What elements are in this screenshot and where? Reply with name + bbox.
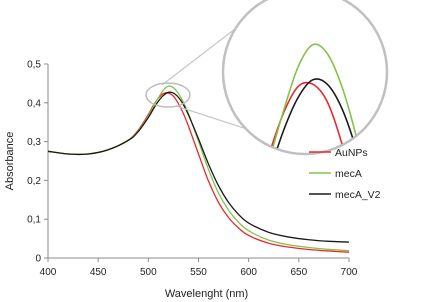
legend-label: AuNPs: [335, 147, 368, 159]
y-tick-label: 0,2: [27, 175, 41, 187]
x-tick-label: 700: [340, 267, 358, 278]
x-axis-label: Wavelenght (nm): [164, 288, 249, 300]
y-tick-label: 0,5: [27, 59, 41, 71]
legend: [309, 147, 381, 201]
y-tick-label: 0: [35, 253, 41, 265]
legend-label: mecA: [335, 168, 362, 180]
y-tick-label: 0,1: [27, 214, 41, 226]
inset-circle: [223, 0, 387, 154]
x-tick-label: 450: [89, 267, 107, 278]
y-tick-label: 0,3: [27, 137, 41, 149]
y-axis-label: Absorbance: [4, 131, 16, 191]
x-tick-label: 600: [240, 267, 258, 278]
x-tick-label: 400: [39, 267, 57, 278]
y-tick-label: 0,4: [27, 98, 41, 110]
x-tick-label: 550: [190, 267, 207, 278]
x-tick-label: 650: [290, 267, 308, 278]
x-tick-label: 500: [139, 267, 157, 278]
legend-label: mecA_V2: [335, 189, 381, 201]
